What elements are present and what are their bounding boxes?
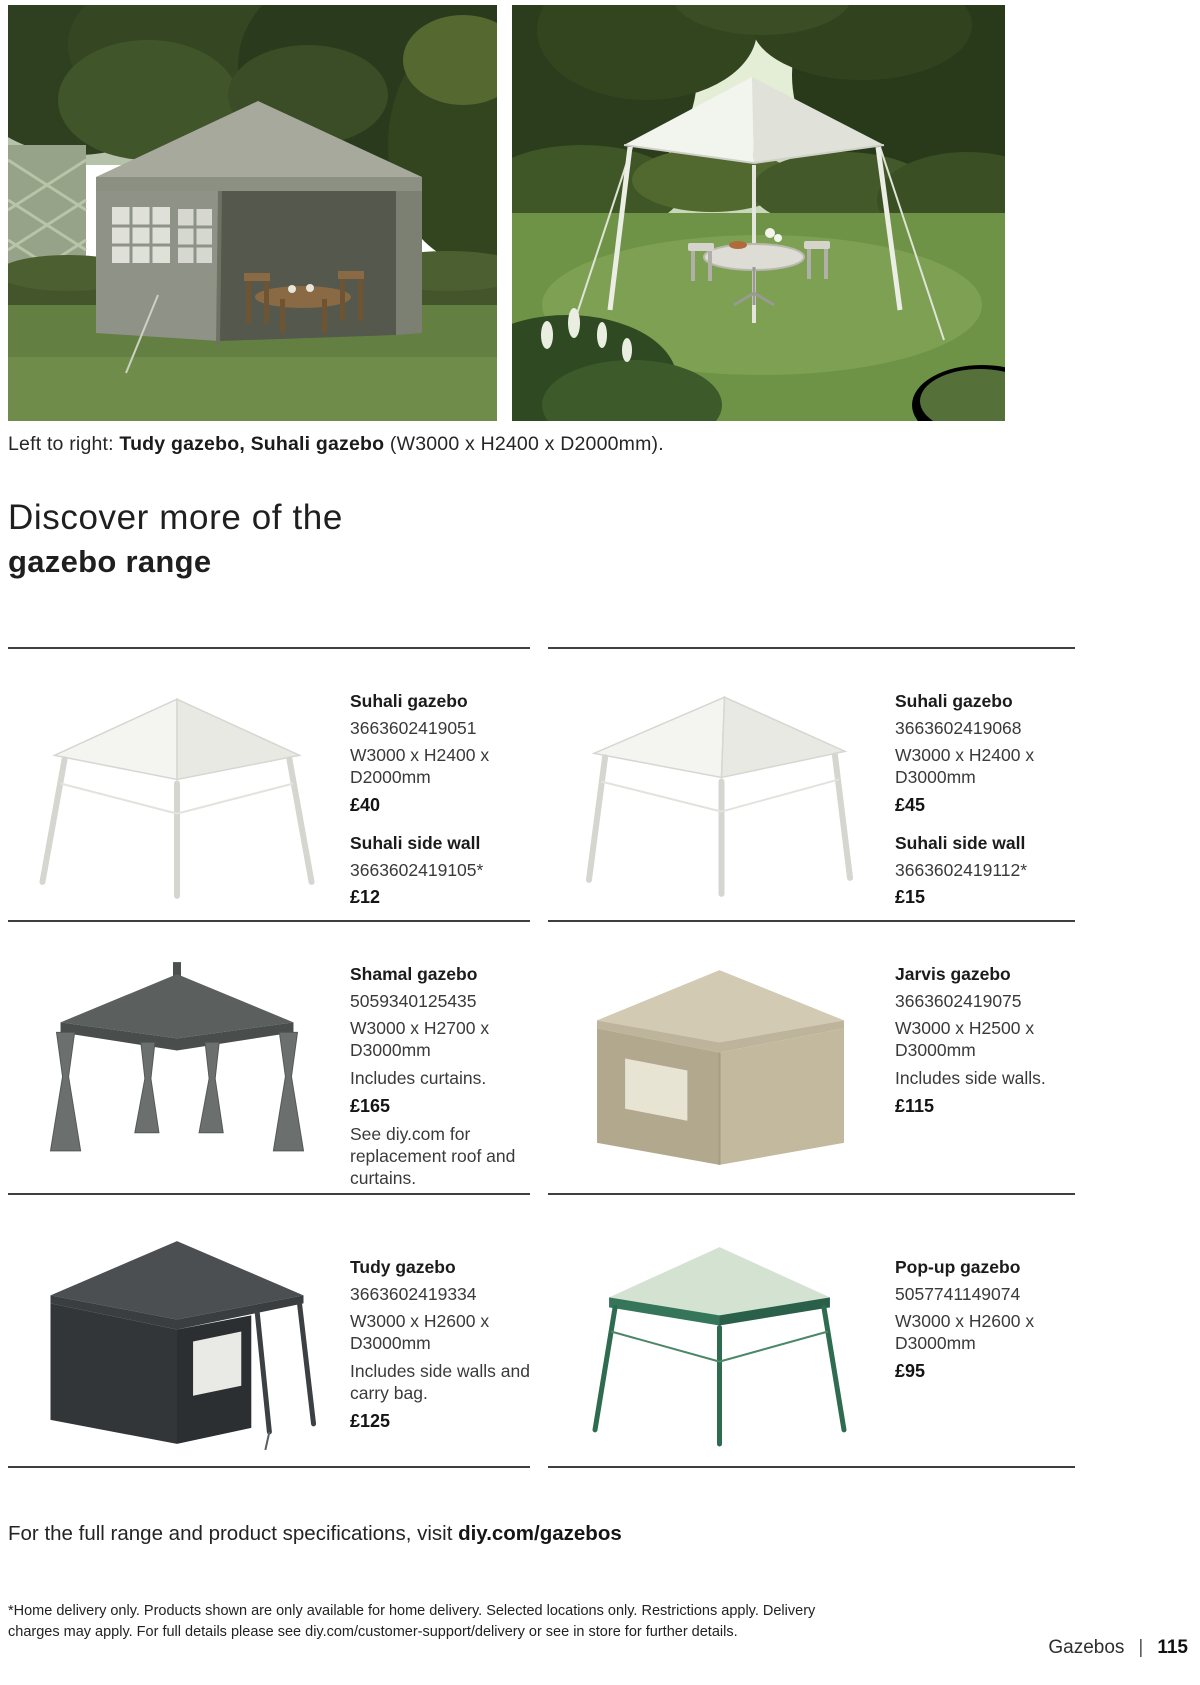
product-price: £165 bbox=[350, 1095, 391, 1116]
jarvis-gazebo-image bbox=[548, 922, 895, 1193]
caption-product-names: Tudy gazebo, Suhali gazebo bbox=[119, 433, 385, 455]
beige-walled-gazebo-illustration bbox=[554, 936, 885, 1187]
product-code: 3663602419075 bbox=[895, 991, 1022, 1011]
product-dimensions: W3000 x H2500 x D3000mm bbox=[895, 1018, 1035, 1060]
product-name: Pop-up gazebo bbox=[895, 1257, 1021, 1277]
suhali-gazebo-image bbox=[548, 649, 895, 920]
tudy-gazebo-image bbox=[8, 1195, 350, 1466]
white-gazebo-illustration bbox=[554, 663, 885, 914]
product-dimensions: W3000 x H2400 x D2000mm bbox=[350, 745, 490, 787]
accessory-name: Suhali side wall bbox=[895, 833, 1026, 854]
garden-scene-grey-gazebo bbox=[8, 5, 497, 421]
product-note: Includes side walls. bbox=[895, 1067, 1046, 1088]
product-price: £95 bbox=[895, 1360, 926, 1381]
suhali-gazebo-image bbox=[8, 649, 350, 920]
shamal-gazebo-image bbox=[8, 922, 350, 1193]
grid-bottom-rule-left bbox=[8, 1466, 530, 1468]
footer-section-label: Gazebos bbox=[1048, 1637, 1125, 1658]
full-range-line bbox=[8, 1522, 622, 1546]
caption-dimensions: (W3000 x H2400 x D2000mm). bbox=[384, 433, 664, 455]
grid-bottom-rule-right bbox=[548, 1466, 1075, 1468]
accessory-price: £15 bbox=[895, 887, 926, 908]
product-price: £40 bbox=[350, 794, 381, 815]
caption-prefix: Left to right: bbox=[8, 433, 120, 455]
product-code: 3663602419068 bbox=[895, 718, 1022, 738]
product-dimensions: W3000 x H2600 x D3000mm bbox=[350, 1311, 490, 1353]
page-footer bbox=[1048, 1637, 1188, 1659]
heading-line2: gazebo range bbox=[8, 544, 212, 580]
product-info bbox=[895, 649, 1075, 920]
gazebos-url: diy.com/gazebos bbox=[458, 1522, 622, 1545]
product-name: Suhali gazebo bbox=[895, 691, 1013, 711]
product-code: 3663602419334 bbox=[350, 1284, 477, 1304]
accessory-price: £12 bbox=[350, 887, 381, 908]
product-note: Includes side walls and carry bag. bbox=[350, 1360, 530, 1403]
product-price: £45 bbox=[895, 794, 926, 815]
footer-separator: | bbox=[1138, 1637, 1144, 1658]
accessory-code: 3663602419105* bbox=[350, 860, 484, 881]
product-dimensions: W3000 x H2700 x D3000mm bbox=[350, 1018, 490, 1060]
product-info bbox=[350, 1195, 530, 1466]
product-dimensions: W3000 x H2400 x D3000mm bbox=[895, 745, 1035, 787]
product-name: Shamal gazebo bbox=[350, 964, 478, 984]
charcoal-walled-gazebo-illustration bbox=[14, 1209, 340, 1460]
product-code: 5057741149074 bbox=[895, 1284, 1021, 1304]
product-card-pop-up-gazebo bbox=[548, 1193, 1075, 1466]
product-code: 5059340125435 bbox=[350, 991, 477, 1011]
product-card-jarvis-gazebo bbox=[548, 920, 1075, 1193]
product-card-suhali-gazebo-3000 bbox=[548, 647, 1075, 920]
legal-footnote: *Home delivery only. Products shown are only available for home delivery. Selected locations only. Restrictions apply. Delivery charges may apply. For full details please see diy.com/customer-support/delivery or see in store for further details. bbox=[8, 1603, 816, 1641]
product-card-tudy-gazebo bbox=[8, 1193, 530, 1466]
product-name: Suhali gazebo bbox=[350, 691, 468, 711]
product-dimensions: W3000 x H2600 x D3000mm bbox=[895, 1311, 1035, 1353]
accessory-name: Suhali side wall bbox=[350, 833, 481, 854]
product-extra-note: See diy.com for replacement roof and curtains. bbox=[350, 1124, 516, 1188]
product-name: Jarvis gazebo bbox=[895, 964, 1011, 984]
product-name: Tudy gazebo bbox=[350, 1257, 456, 1277]
hero-photo-tudy-gazebo bbox=[8, 5, 497, 421]
product-grid bbox=[8, 647, 1075, 1466]
product-info bbox=[350, 922, 530, 1193]
section-heading bbox=[8, 498, 343, 580]
white-gazebo-illustration bbox=[14, 663, 340, 914]
product-info bbox=[895, 922, 1075, 1193]
accessory-code: 3663602419112* bbox=[895, 860, 1028, 881]
hero-photo-suhali-gazebo bbox=[512, 5, 1005, 421]
product-price: £115 bbox=[895, 1095, 935, 1116]
green-gazebo-illustration bbox=[554, 1209, 885, 1460]
footer-page-number: 115 bbox=[1157, 1637, 1188, 1658]
grey-curtain-gazebo-illustration bbox=[14, 936, 340, 1187]
product-info bbox=[895, 1195, 1075, 1466]
product-info bbox=[350, 649, 530, 920]
product-price: £125 bbox=[350, 1410, 391, 1431]
product-code: 3663602419051 bbox=[350, 718, 477, 738]
product-card-suhali-gazebo-2000 bbox=[8, 647, 530, 920]
garden-scene-white-gazebo bbox=[512, 5, 1005, 421]
pop-up-gazebo-image bbox=[548, 1195, 895, 1466]
product-note: Includes curtains. bbox=[350, 1067, 487, 1088]
hero-caption bbox=[8, 433, 664, 456]
heading-line1: Discover more of the bbox=[8, 498, 343, 537]
full-range-text: For the full range and product specifications, visit bbox=[8, 1522, 459, 1545]
product-card-shamal-gazebo bbox=[8, 920, 530, 1193]
